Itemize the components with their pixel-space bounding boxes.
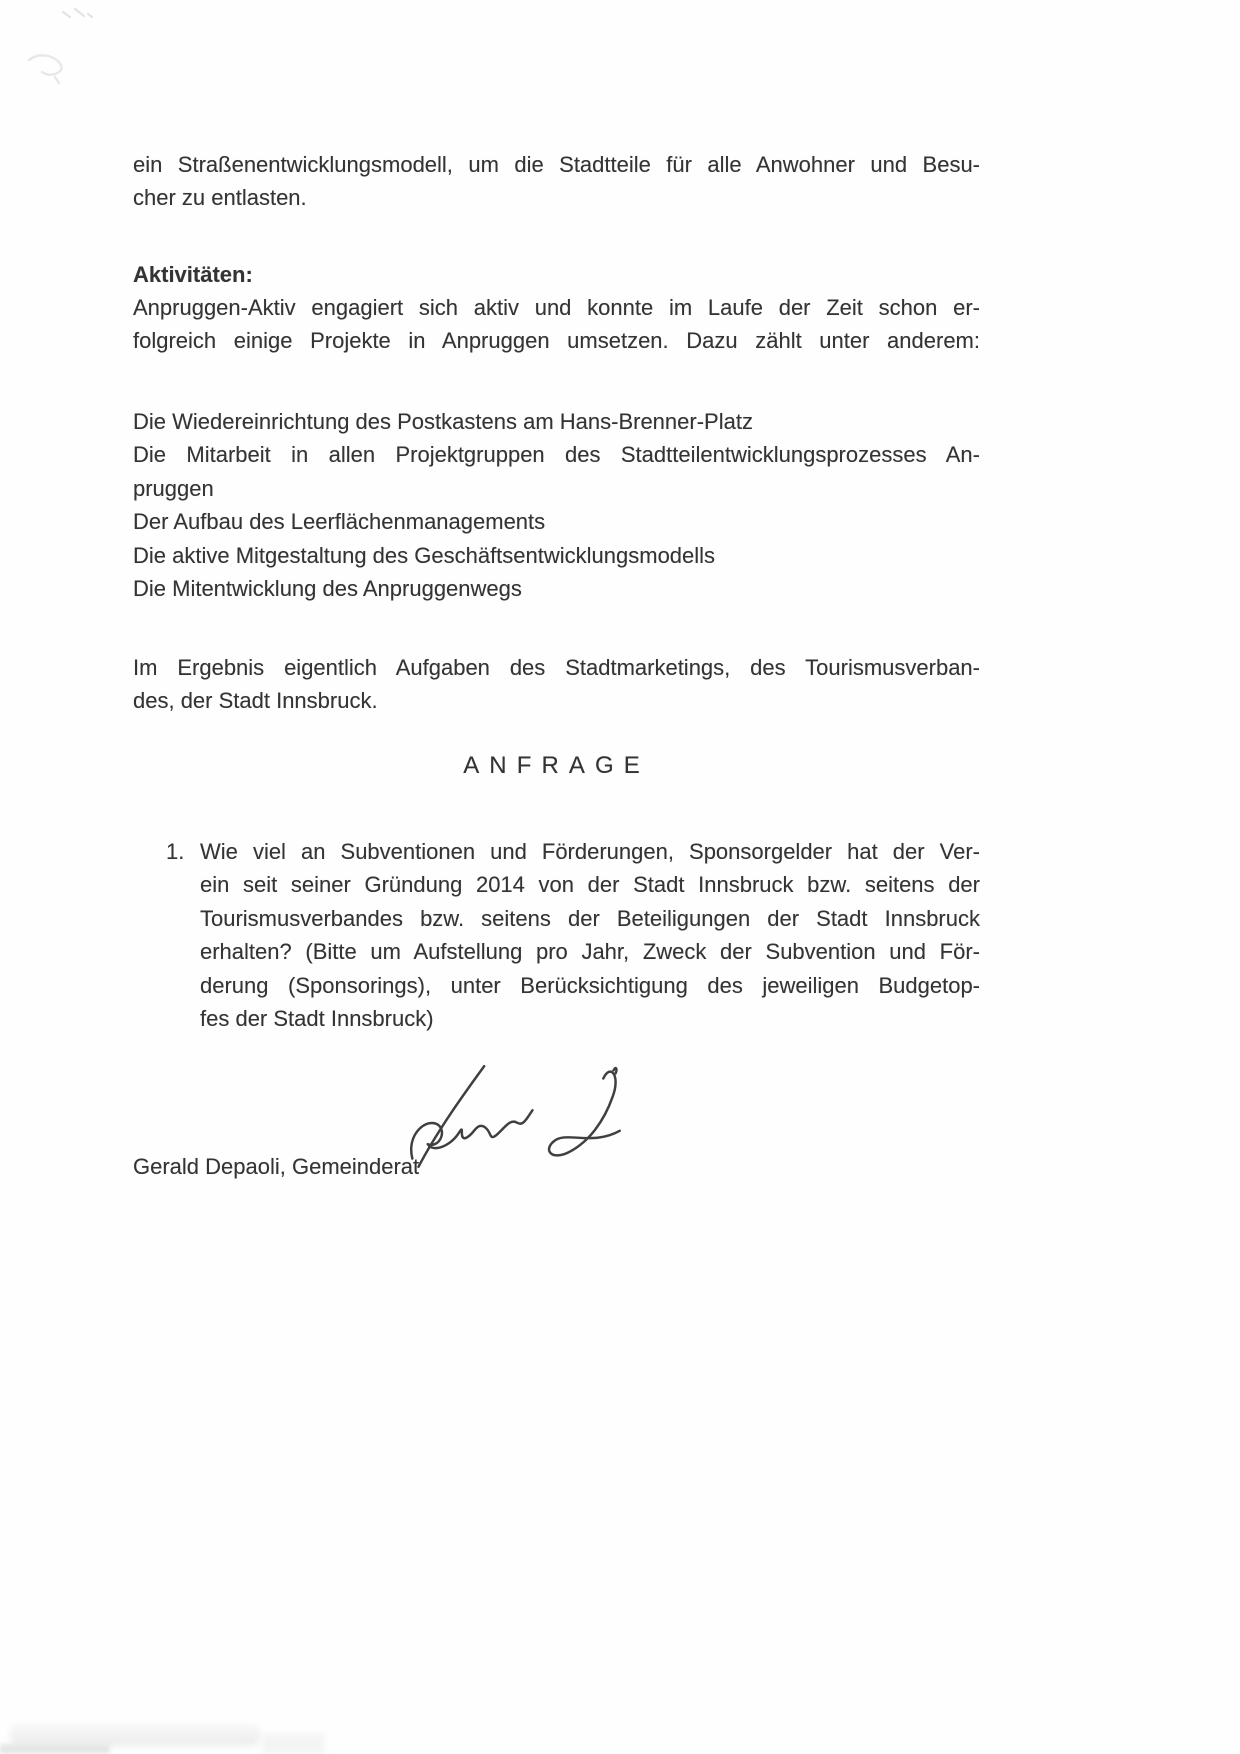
list-item: Die aktive Mitgestaltung des Geschäftsentwicklungsmodells	[133, 542, 716, 568]
scan-artifact-bottom-left	[10, 1724, 260, 1746]
text-line: fes der Stadt Innsbruck)	[200, 1006, 434, 1032]
question-item-1	[133, 835, 980, 1035]
text-line: ein Straßenentwicklungsmodell, um die Stadtteile für alle Anwohner und Besu-	[133, 152, 980, 177]
result-paragraph	[133, 651, 980, 718]
list-item: pruggen	[133, 475, 214, 501]
section-heading-aktivitaeten	[133, 258, 980, 291]
list-item: Die Mitentwicklung des Anpruggenwegs	[133, 576, 522, 602]
question-number: 1.	[166, 839, 185, 864]
text-line: Anpruggen-Aktiv engagiert sich aktiv und konnte im Laufe der Zeit schon er-	[133, 295, 980, 320]
text-line: ein seit seiner Gründung 2014 von der Stadt Innsbruck bzw. seitens der	[200, 872, 980, 898]
list-item: Der Aufbau des Leerflächenmanagements	[133, 509, 546, 535]
text-line: des, der Stadt Innsbruck.	[133, 688, 378, 714]
text-line: Im Ergebnis eigentlich Aufgaben des Stadtmarketings, des Tourismusverban-	[133, 655, 980, 680]
text-line: cher zu entlasten.	[133, 185, 307, 211]
activities-paragraph	[133, 291, 980, 358]
text-line: derung (Sponsorings), unter Berücksichtigung des jeweiligen Budgetop-	[200, 972, 980, 998]
scan-artifact-top-left	[15, 2, 135, 92]
text-line: folgreich einige Projekte in Anpruggen umsetzen. Dazu zählt unter anderem:	[133, 328, 980, 354]
signer-name: Gerald Depaoli, Gemeinderat	[133, 1154, 420, 1179]
anfrage-heading: ANFRAGE	[463, 752, 650, 779]
scan-artifact-bottom-patch	[262, 1734, 324, 1754]
text-line: Tourismusverbandes bzw. seitens der Beteiligungen der Stadt Innsbruck	[200, 905, 980, 931]
list-item: Die Mitarbeit in allen Projektgruppen des Stadtteilentwicklungsprozesses An-	[133, 442, 980, 468]
activities-list	[133, 405, 980, 605]
text-line: Wie viel an Subventionen und Förderungen, Sponsorgelder hat der Ver-	[200, 839, 980, 864]
heading-text: Aktivitäten:	[133, 262, 253, 287]
text-line: erhalten? (Bitte um Aufstellung pro Jahr, Zweck der Subvention und För-	[200, 939, 980, 965]
list-item: Die Wiedereinrichtung des Postkastens am Hans-Brenner-Platz	[133, 409, 753, 434]
scan-artifact-bottom-edge	[0, 1744, 110, 1754]
intro-paragraph	[133, 148, 980, 215]
